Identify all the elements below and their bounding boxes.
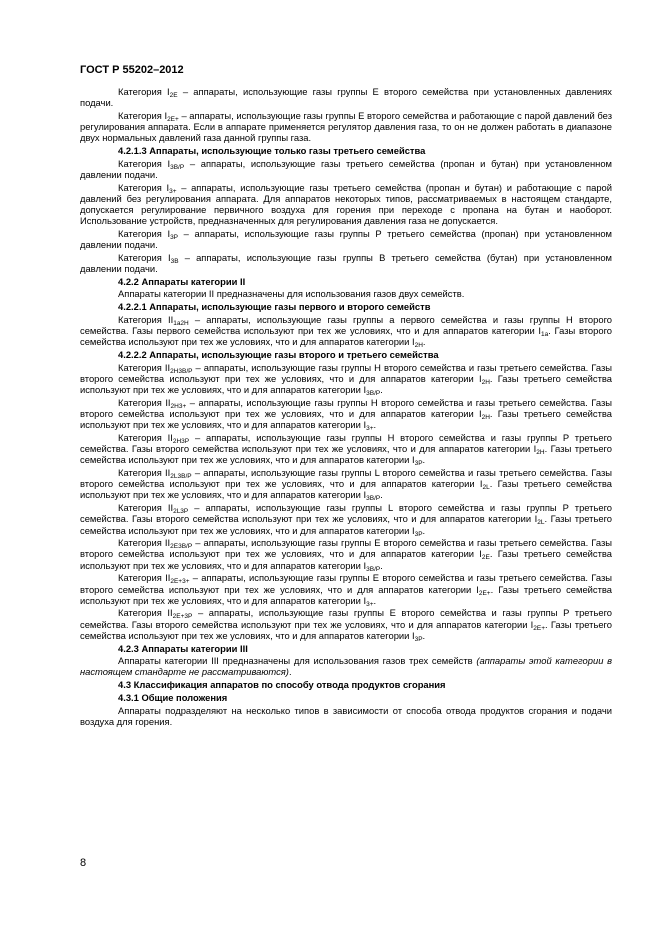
text-run: Категория I: [118, 86, 170, 97]
category-subscript: 2H: [414, 342, 423, 350]
paragraph: [80, 502, 612, 536]
paragraph: [80, 432, 612, 466]
text-run: Категория II: [118, 396, 171, 408]
category-subscript: 3P: [414, 530, 423, 538]
text-run: – аппараты, использующие газы группы H второго семейства и газы третьего семейства. Газы второго семейства используют при тех же условиях, что и для аппаратов категории I: [80, 361, 612, 384]
category-subscript: 3B/P: [366, 390, 381, 398]
paragraph: [80, 607, 612, 641]
text-run: – аппараты, использующие газы группы L второго семейства и газы группы P третьего семейства. Газы второго семейства используют при тех же условиях, что и для аппаратов категории I: [80, 502, 613, 525]
text-run: Категория I: [118, 157, 171, 169]
text-run: .: [422, 454, 426, 466]
text-run: . Газы третьего семейства используют при тех же условиях, что и для аппаратов категории I: [80, 407, 612, 431]
paragraph: [80, 572, 612, 606]
category-subscript: 2E: [169, 92, 178, 99]
category-subscript: 2E+: [533, 624, 546, 632]
paragraph: [80, 705, 612, 727]
paragraph: [80, 397, 612, 431]
paragraph: [80, 537, 612, 571]
category-subscript: 2E3B/P: [170, 543, 193, 551]
text-run: – аппараты, использующие газы группы E второго семейства и газы третьего семейства. Газы второго семейства используют при тех же условиях, что и для аппаратов категории I: [80, 572, 612, 595]
text-run: . Газы третьего семейства используют при тех же условиях, что и для аппаратов категории I: [80, 478, 612, 501]
text-run: Категория I: [118, 227, 171, 239]
paragraph: [80, 252, 612, 274]
text-run: .: [422, 524, 426, 536]
paragraph: [80, 228, 612, 250]
section-heading: [80, 643, 612, 654]
category-subscript: 1a: [541, 331, 549, 339]
paragraph: [80, 158, 612, 180]
text-run: Категория I: [118, 109, 168, 121]
text-run: – аппараты, использующие газы третьего семейства (пропан и бутан) и работающие с парой давлений без регулирования аппарата. Для аппаратов некоторых типов, рассматриваемых в настоящем стандарте, допускается регулирование первичного воздуха для горения при переходе с пропана на бутан и наоборот. Использование устройств, предназначенных для регулирования давления газа не допускается.: [80, 181, 612, 227]
text-run: .: [422, 629, 426, 641]
text-run: 4.2.2.2 Аппараты, использующие газы второго и третьего семейства: [118, 348, 439, 360]
category-subscript: 2H3B/P: [170, 367, 193, 375]
category-subscript: 2L3B/P: [170, 473, 192, 480]
text-run: Категория II: [118, 313, 174, 325]
text-run: – аппараты, использующие газы группы L второго семейства и газы третьего семейства. Газы второго семейства используют при тех же условиях, что и для аппаратов категории I: [80, 467, 612, 490]
text-run: – аппараты, использующие газы группы H второго семейства и газы третьего семейства. Газы второго семейства используют при тех же условиях, что и для аппаратов категории I: [80, 396, 612, 419]
text-run: Категория I: [118, 181, 170, 193]
text-run: .: [380, 559, 383, 571]
text-run: . Газы второго семейства используют при тех же условиях, что и для аппаратов категории I: [80, 325, 612, 348]
category-subscript: 2H: [536, 449, 545, 457]
section-heading: [80, 679, 612, 690]
paragraph: [80, 86, 612, 108]
category-subscript: 1a2H: [173, 319, 189, 327]
category-subscript: 2E+3+: [170, 578, 190, 586]
text-run: – аппараты, использующие газы группы E второго семейства при установленных давлениях подачи.: [80, 86, 612, 109]
paragraph: [80, 110, 612, 144]
text-run: – аппараты, использующие газы третьего семейства (пропан и бутан) при установленном давлении подачи.: [80, 157, 612, 180]
section-heading: [80, 349, 612, 360]
category-subscript: 3+: [366, 600, 374, 608]
category-subscript: 2L: [537, 519, 545, 527]
category-subscript: 3P: [414, 635, 423, 643]
text-run: Категория II: [118, 502, 174, 514]
document-body: [80, 86, 612, 728]
category-subscript: 3B: [170, 257, 179, 265]
text-run: .: [288, 666, 292, 678]
text-run: Категория II: [118, 361, 171, 373]
text-run: Категория II: [118, 607, 173, 619]
section-heading: [80, 145, 612, 156]
text-run: Аппараты подразделяют на несколько типов в зависимости от способа отвода продуктов сгорания и подачи воздуха для горения.: [80, 704, 612, 727]
text-run: . Газы третьего семейства используют при тех же условиях, что и для аппаратов категории I: [80, 372, 612, 396]
text-run: Категория II: [118, 431, 173, 443]
text-run: Категория II: [118, 467, 171, 478]
category-subscript: 2H3P: [172, 437, 190, 445]
category-subscript: 3+: [169, 187, 177, 195]
text-run: 4.2.2.1 Аппараты, использующие газы первого и второго семейств: [118, 301, 431, 313]
category-subscript: 2E+3P: [172, 613, 193, 621]
text-run: .: [422, 336, 426, 348]
text-run: . Газы третьего семейства используют при тех же условиях, что и для аппаратов категории I: [80, 513, 612, 536]
document-header: ГОСТ Р 55202–2012: [80, 64, 184, 76]
paragraph: [80, 467, 612, 501]
category-subscript: 2E+: [167, 115, 179, 123]
category-subscript: 2H: [481, 378, 490, 386]
text-run: .: [380, 384, 383, 396]
category-subscript: 3P: [170, 233, 179, 241]
text-run: . Газы третьего семейства используют при тех же условиях, что и для аппаратов категории I: [80, 618, 612, 641]
category-subscript: 3B/P: [170, 163, 185, 171]
paragraph: [80, 314, 612, 348]
category-subscript: 3P: [414, 460, 423, 468]
text-run: Категория II: [118, 537, 171, 549]
section-heading: [80, 692, 612, 703]
paragraph: [80, 362, 612, 396]
category-subscript: 2E: [481, 554, 490, 562]
category-subscript: 2H: [481, 413, 490, 421]
page-number: 8: [80, 857, 87, 869]
section-heading: [80, 276, 612, 287]
text-run: 4.3.1 Общие положения: [118, 691, 228, 703]
text-run: 4.2.3 Аппараты категории III: [118, 642, 248, 654]
category-subscript: 3B/P: [366, 495, 381, 503]
text-run: – аппараты, использующие газы группы E второго семейства и газы третьего семейства. Газы второго семейства используют при тех же условиях, что и для аппаратов категории I: [80, 537, 613, 560]
text-run: .: [380, 489, 383, 501]
text-run: 4.2.1.3 Аппараты, использующие только газы третьего семейства: [118, 145, 426, 157]
text-run: 4.3 Классификация аппаратов по способу отвода продуктов сгорания: [118, 679, 446, 691]
paragraph: [80, 655, 612, 677]
text-run: .: [373, 419, 377, 431]
text-run: – аппараты, использующие газы группы P третьего семейства (пропан) при установленном давлении подачи.: [80, 227, 612, 251]
category-subscript: 3B/P: [366, 565, 381, 573]
text-run: – аппараты, использующие газы группы E второго семейства и работающие с парой давлений без регулирования аппарата. Если в аппарате применяется регулятор давления газа, то он не должен работать в диапазоне двух нормальных давлений газа данной группы газа.: [80, 109, 612, 144]
text-run: .: [373, 594, 377, 606]
text-run: . Газы третьего семейства используют при тех же условиях, что и для аппаратов категории I: [80, 548, 612, 571]
text-run: – аппараты, использующие газы группы E второго семейства и газы группы P третьего семейства. Газы второго семейства используют при тех же условиях, что и для аппаратов категории I: [80, 607, 613, 630]
category-subscript: 2L: [482, 484, 490, 492]
text-run: Категория I: [118, 251, 171, 263]
category-subscript: 3+: [366, 425, 374, 433]
text-run: Аппараты категории II предназначены для использования газов двух семейств.: [118, 288, 465, 300]
text-run: Аппараты категории III предназначены для использования газов трех семейств: [118, 655, 477, 667]
category-subscript: 2E+: [478, 589, 491, 597]
category-subscript: 2H3+: [170, 402, 187, 410]
section-heading: [80, 301, 612, 312]
italic-note: (аппараты этой категории в настоящем стандарте не рассматриваются): [80, 655, 612, 678]
paragraph: [80, 288, 612, 299]
text-run: – аппараты, использующие газы группы H второго семейства и газы группы P третьего семейства. Газы второго семейства используют при тех же условиях, что и для аппаратов категории I: [80, 431, 612, 455]
text-run: – аппараты, использующие газы группы a первого семейства и газы группы H второго семейства. Газы первого семейства используют при тех же условиях, что и для аппаратов категории I: [80, 313, 612, 337]
category-subscript: 2L3P: [173, 508, 189, 516]
text-run: 4.2.2 Аппараты категории II: [118, 275, 246, 287]
text-run: . Газы третьего семейства используют при тех же условиях, что и для аппаратов категории I: [80, 583, 612, 606]
text-run: . Газы третьего семейства используют при тех же условиях, что и для аппаратов категории I: [80, 443, 612, 466]
text-run: – аппараты, использующие газы группы B третьего семейства (бутан) при установленном давлении подачи.: [80, 251, 612, 275]
paragraph: [80, 182, 612, 227]
text-run: Категория II: [118, 572, 171, 584]
